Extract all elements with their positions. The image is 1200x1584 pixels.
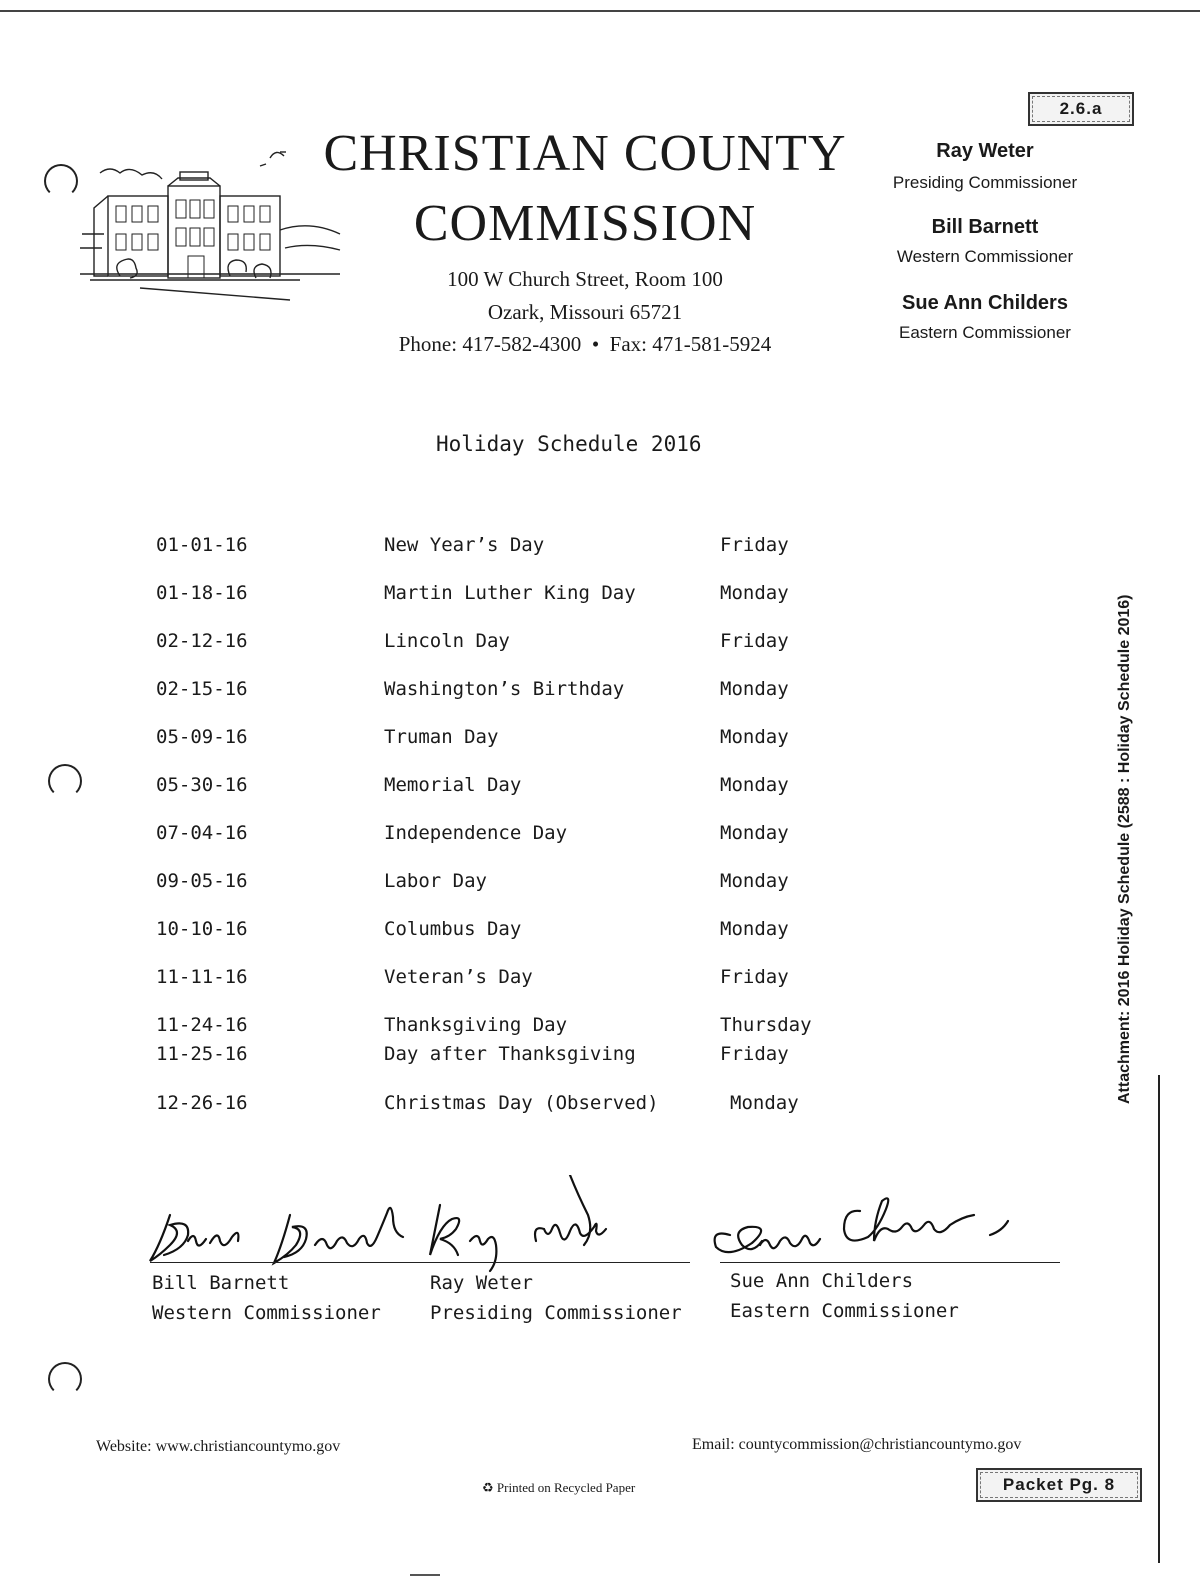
commissioner-role-2: Western Commissioner	[896, 247, 1074, 266]
commissioner-name-3: Sue Ann Childers	[902, 292, 1068, 314]
holiday-date: 02-15-16	[156, 678, 248, 700]
holiday-date: 12-26-16	[156, 1092, 248, 1114]
holiday-name: Veteran’s Day	[384, 966, 533, 988]
bottom-mark	[410, 1574, 440, 1576]
holiday-date: 11-25-16	[156, 1043, 248, 1065]
table-row	[0, 1092, 1200, 1122]
attachment-side-label: Attachment: 2016 Holiday Schedule (2588 : Holiday Schedule 2016)	[1116, 594, 1133, 1104]
holiday-weekday: Monday	[720, 870, 789, 892]
table-row	[0, 1014, 1200, 1044]
fax-number: Fax: 471-581-5924	[609, 332, 772, 356]
holiday-name: Christmas Day (Observed)	[384, 1092, 659, 1114]
table-row	[0, 870, 1200, 900]
signer-name-3: Sue Ann Childers	[730, 1270, 914, 1292]
commissioner-name-2: Bill Barnett	[931, 216, 1039, 238]
signer-role-3: Eastern Commissioner	[730, 1300, 959, 1322]
address-street: 100 W Church Street, Room 100	[447, 267, 723, 291]
holiday-date: 07-04-16	[156, 822, 248, 844]
commissioner-role-1: Presiding Commissioner	[892, 173, 1078, 192]
commissioner-role-3: Eastern Commissioner	[899, 323, 1071, 342]
signature-line-left	[150, 1262, 690, 1263]
org-title-line1: CHRISTIAN COUNTY	[323, 125, 847, 182]
holiday-name: Thanksgiving Day	[384, 1014, 568, 1036]
schedule-title: Holiday Schedule 2016	[436, 432, 702, 456]
signatures-handwriting	[140, 1175, 1100, 1275]
signer-name-1: Bill Barnett	[152, 1272, 290, 1294]
recycle-icon: ♻	[482, 1480, 494, 1495]
table-row	[0, 582, 1200, 612]
address-city: Ozark, Missouri 65721	[487, 300, 683, 324]
commissioner-name-1: Ray Weter	[936, 140, 1034, 162]
holiday-date: 05-30-16	[156, 774, 248, 796]
table-row	[0, 918, 1200, 948]
holiday-date: 05-09-16	[156, 726, 248, 748]
table-row	[0, 726, 1200, 756]
separator-bullet: •	[591, 332, 600, 356]
holiday-weekday: Friday	[720, 630, 789, 652]
holiday-name: Truman Day	[384, 726, 499, 748]
margin-rule	[1158, 1075, 1160, 1563]
courthouse-drawing	[80, 148, 350, 303]
holiday-weekday: Monday	[720, 582, 789, 604]
courthouse-logo	[80, 148, 350, 303]
holiday-date: 11-11-16	[156, 966, 248, 988]
email-text: Email: countycommission@christiancountymo.gov	[692, 1436, 1022, 1453]
signer-role-1: Western Commissioner	[152, 1302, 381, 1324]
holiday-weekday: Friday	[720, 534, 789, 556]
top-border-line	[0, 10, 1200, 12]
holiday-weekday: Friday	[720, 1043, 789, 1065]
phone-number: Phone: 417-582-4300	[398, 332, 582, 356]
holiday-name: Washington’s Birthday	[384, 678, 625, 700]
holiday-name: Memorial Day	[384, 774, 522, 796]
holiday-name: Labor Day	[384, 870, 487, 892]
website-text: Website: www.christiancountymo.gov	[96, 1438, 341, 1455]
handwritten-signatures	[140, 1175, 1100, 1275]
holiday-weekday: Monday	[730, 1092, 799, 1114]
holiday-date: 10-10-16	[156, 918, 248, 940]
holiday-weekday: Thursday	[720, 1014, 812, 1036]
holiday-name: Day after Thanksgiving	[384, 1043, 636, 1065]
table-row	[0, 822, 1200, 852]
holiday-weekday: Monday	[720, 822, 789, 844]
holiday-weekday: Monday	[720, 726, 789, 748]
holiday-date: 09-05-16	[156, 870, 248, 892]
table-row	[0, 678, 1200, 708]
holiday-name: New Year’s Day	[384, 534, 545, 556]
phone-fax-line	[320, 332, 850, 357]
holiday-weekday: Monday	[720, 918, 789, 940]
org-title-line2: COMMISSION	[413, 195, 757, 252]
table-row	[0, 966, 1200, 996]
holiday-name: Lincoln Day	[384, 630, 510, 652]
holiday-date: 01-18-16	[156, 582, 248, 604]
signer-name-2: Ray Weter	[430, 1272, 533, 1294]
holiday-name: Martin Luther King Day	[384, 582, 636, 604]
holiday-date: 01-01-16	[156, 534, 248, 556]
punch-hole-bottom	[48, 1362, 82, 1396]
holiday-name: Independence Day	[384, 822, 568, 844]
holiday-weekday: Monday	[720, 774, 789, 796]
recycled-text: Printed on Recycled Paper	[496, 1480, 636, 1495]
holiday-date: 11-24-16	[156, 1014, 248, 1036]
attachment-badge: 2.6.a	[1028, 92, 1134, 126]
table-row	[0, 1043, 1200, 1073]
holiday-name: Columbus Day	[384, 918, 522, 940]
holiday-weekday: Friday	[720, 966, 789, 988]
holiday-weekday: Monday	[720, 678, 789, 700]
table-row	[0, 534, 1200, 564]
signer-role-2: Presiding Commissioner	[430, 1302, 682, 1324]
signature-line-right	[720, 1262, 1060, 1263]
recycled-note	[482, 1480, 635, 1496]
table-row	[0, 774, 1200, 804]
punch-hole-top	[44, 164, 78, 198]
table-row	[0, 630, 1200, 660]
holiday-date: 02-12-16	[156, 630, 248, 652]
packet-page-badge: Packet Pg. 8	[976, 1468, 1142, 1502]
